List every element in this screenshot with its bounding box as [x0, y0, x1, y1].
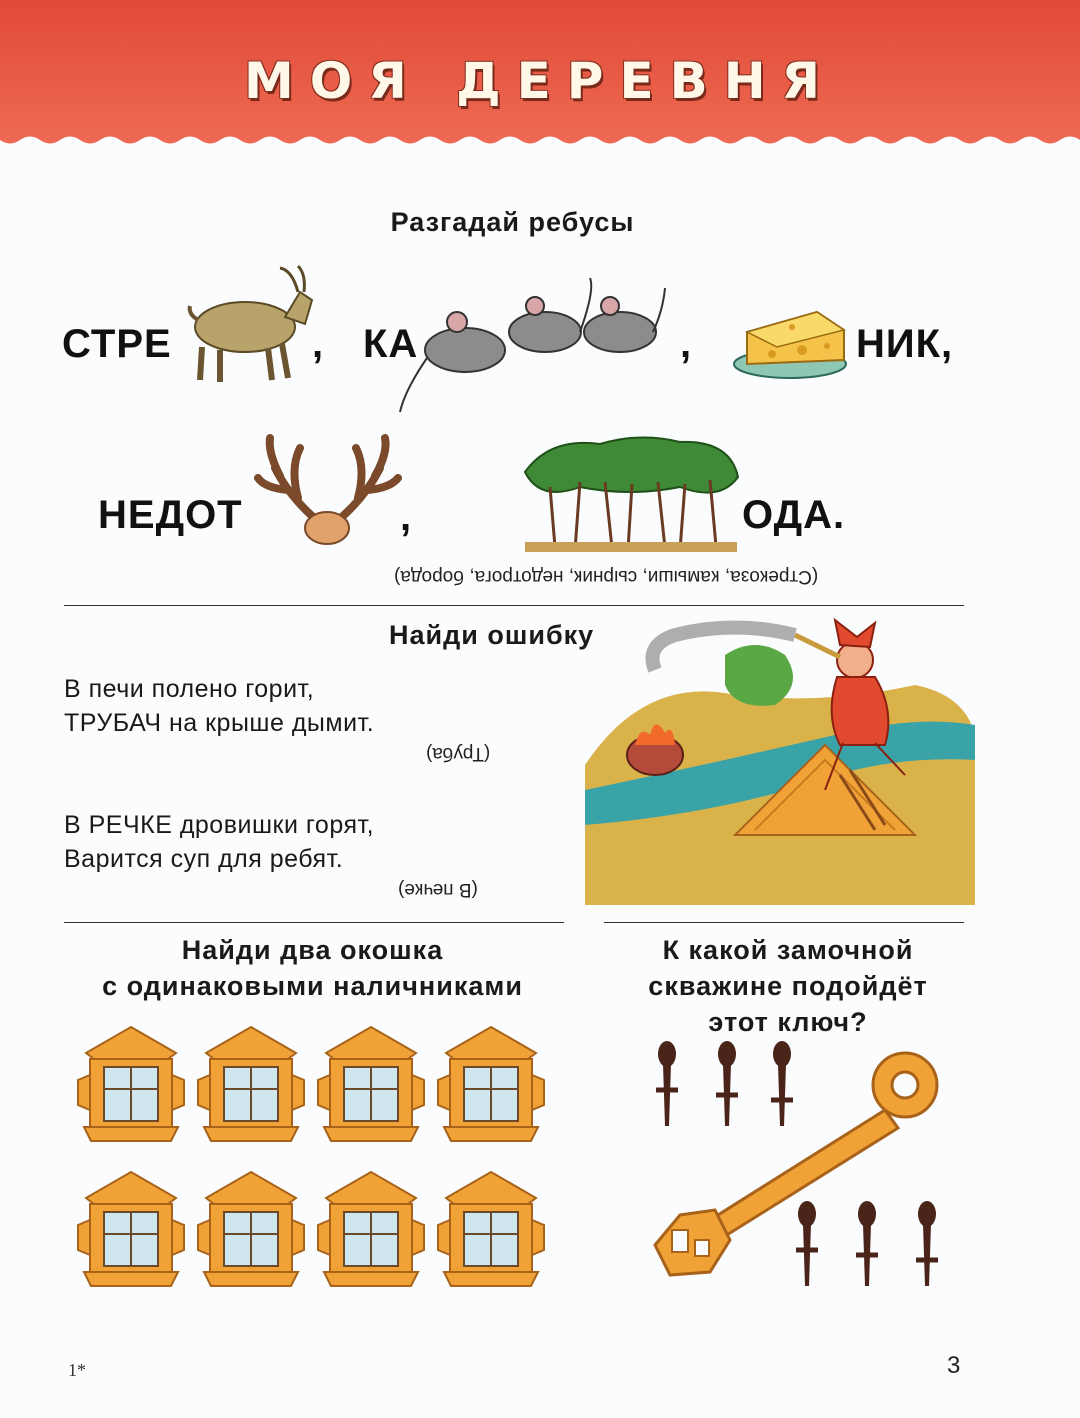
- forest-icon: [520, 432, 742, 554]
- rebus-comma-3: ,: [400, 495, 413, 539]
- carved-window-icon-2[interactable]: [196, 1025, 306, 1145]
- poem-1: [64, 672, 374, 740]
- divider-1: [64, 605, 964, 606]
- windows-heading: [0, 932, 625, 1004]
- key-heading-line-1: К какой замочной: [662, 935, 914, 965]
- page-title: МОЯ ДЕРЕВНЯ: [243, 52, 837, 110]
- poem-1-line-2: ТРУБАЧ на крыше дымит.: [64, 709, 375, 737]
- answer-2: (В печке): [398, 879, 478, 900]
- goat-icon: [180, 262, 320, 387]
- trumpeter-on-roof-illustration: [585, 615, 975, 905]
- signature-mark: 1*: [68, 1360, 86, 1380]
- carved-window-icon-7[interactable]: [316, 1170, 426, 1290]
- windows-heading-line-1: Найди два окошка: [181, 935, 444, 965]
- windows-heading-line-2: с одинаковыми наличниками: [102, 971, 523, 1001]
- error-heading: Найди ошибку: [389, 620, 595, 650]
- cheese-icon: [732, 302, 850, 384]
- rebus-word-stre: СТРЕ: [62, 322, 172, 366]
- carved-window-icon-3[interactable]: [316, 1025, 426, 1145]
- page-header: [0, 0, 1080, 175]
- windows-grid: [76, 1025, 546, 1275]
- golden-key-icon[interactable]: [640, 1040, 970, 1290]
- divider-2a: [64, 922, 564, 923]
- rebus-word-ka: КА: [363, 322, 419, 366]
- rebus-answer: (Стрекоза, камыши, сырник, недотрога, борода): [394, 566, 819, 587]
- rebus-comma-2: ,: [680, 322, 693, 366]
- rebus-word-oda: ОДА.: [742, 493, 846, 537]
- carved-window-icon-5[interactable]: [76, 1170, 186, 1290]
- rebus-word-nedot: НЕДОТ: [98, 493, 243, 537]
- carved-window-icon-6[interactable]: [196, 1170, 306, 1290]
- carved-window-icon-4[interactable]: [436, 1025, 546, 1145]
- key-heading-line-3: этот ключ?: [708, 1007, 868, 1037]
- rebus-word-nik: НИК,: [856, 322, 954, 366]
- carved-window-icon-8[interactable]: [436, 1170, 546, 1290]
- rebus-heading: Разгадай ребусы: [390, 207, 635, 237]
- mice-icon: [395, 270, 670, 415]
- key-heading: [593, 932, 983, 1040]
- rebus-comma-1: ,: [312, 322, 325, 366]
- page-number: 3: [947, 1352, 961, 1379]
- poem-2: [64, 808, 374, 876]
- key-heading-line-2: скважине подойдёт: [648, 971, 928, 1001]
- antlers-icon: [250, 428, 405, 550]
- poem-1-line-1: В печи полено горит,: [64, 675, 315, 703]
- answer-1: (Труба): [426, 743, 491, 764]
- poem-2-line-1: В РЕЧКЕ дровишки горят,: [64, 811, 375, 839]
- divider-2b: [604, 922, 964, 923]
- carved-window-icon-1[interactable]: [76, 1025, 186, 1145]
- poem-2-line-2: Варится суп для ребят.: [64, 845, 344, 873]
